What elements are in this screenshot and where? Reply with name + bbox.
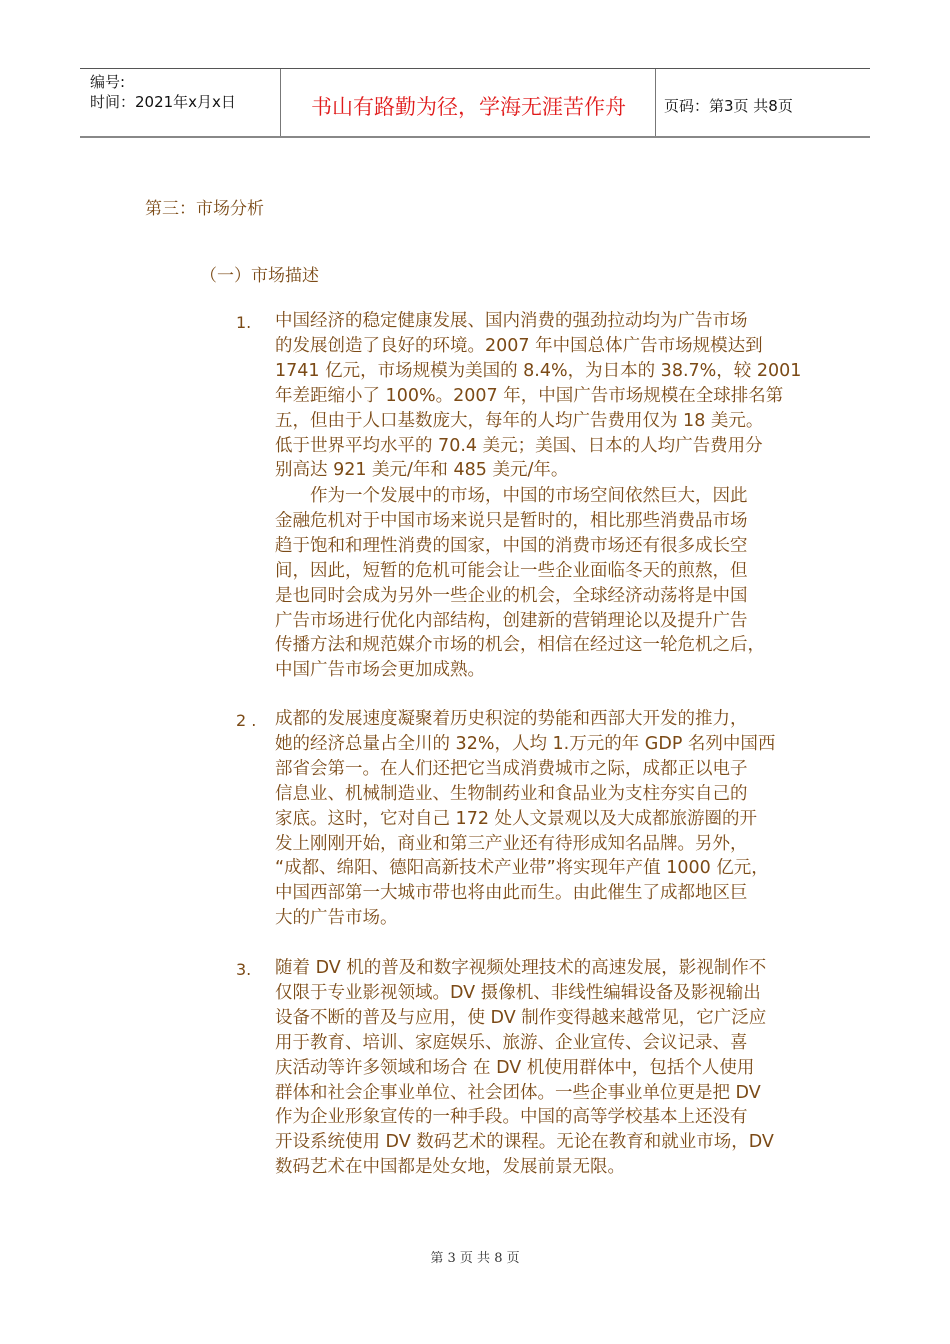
divider <box>280 69 281 136</box>
text-line: 群体和社会企事业单位、社会团体。一些企事业单位更是把 DV <box>275 1082 761 1103</box>
text-line: 庆活动等许多领域和场合 在 DV 机使用群体中，包括个人使用 <box>275 1057 755 1078</box>
text-line: 广告市场进行优化内部结构，创建新的营销理论以及提升广告 <box>275 610 748 631</box>
text-line: 数码艺术在中国都是处女地，发展前景无限。 <box>275 1157 625 1178</box>
header-info <box>90 72 236 112</box>
text-line: 的发展创造了良好的环境。2007 年中国总体广告市场规模达到 <box>275 335 763 356</box>
text-line: 间，因此，短暂的危机可能会让一些企业面临冬天的煎熬，但 <box>275 560 748 581</box>
text-line: 别高达 921 美元/年和 485 美元/年。 <box>275 460 569 481</box>
subsection-title: （一）市场描述 <box>200 266 319 286</box>
text-line: 金融危机对于中国市场来说只是暂时的，相比那些消费品市场 <box>275 510 748 531</box>
text-line: 年差距缩小了 100%。2007 年，中国广告市场规模在全球排名第 <box>275 385 784 406</box>
text-line: 随着 DV 机的普及和数字视频处理技术的高速发展，影视制作不 <box>275 958 767 978</box>
item-number: 3. <box>236 960 252 979</box>
divider <box>655 69 656 136</box>
text-line: 是也同时会成为另外一些企业的机会，全球经济动荡将是中国 <box>275 585 748 606</box>
text-line: 趋于饱和和理性消费的国家，中国的消费市场还有很多成长空 <box>275 535 748 556</box>
text-line: 低于世界平均水平的 70.4 美元；美国、日本的人均广告费用分 <box>275 435 763 456</box>
page-code: 页码：第3页 共8页 <box>664 97 793 115</box>
text-line: 中国广告市场会更加成熟。 <box>275 660 485 681</box>
text-line: 仅限于专业影视领域。DV 摄像机、非线性编辑设备及影视输出 <box>275 982 761 1003</box>
paragraph-2 <box>275 707 775 931</box>
text-line: 发上刚刚开始，商业和第三产业还有待形成知名品牌。另外， <box>275 833 748 854</box>
page-footer: 第 3 页 共 8 页 <box>430 1251 520 1266</box>
text-line: 部省会第一。在人们还把它当成消费城市之际，成都正以电子 <box>275 758 748 779</box>
text-line: 中国西部第一大城市带也将由此而生。由此催生了成都地区巨 <box>275 883 748 904</box>
section-title: 第三：市场分析 <box>145 199 264 219</box>
text-line: “成都、绵阳、德阳高新技术产业带”将实现年产值 1000 亿元， <box>275 858 769 879</box>
text-line: 开设系统使用 DV 数码艺术的课程。无论在教育和就业市场，DV <box>275 1132 774 1153</box>
text-line: 家底。这时，它对自己 172 处人文景观以及大成都旅游圈的开 <box>275 808 758 829</box>
text-line: 信息业、机械制造业、生物制药业和食品业为支柱夯实自己的 <box>275 783 748 804</box>
item-number: 2 . <box>236 711 257 730</box>
header-table <box>80 68 870 138</box>
text-line: 用于教育、培训、家庭娱乐、旅游、企业宣传、会议记录、喜 <box>275 1032 748 1053</box>
item-number: 1. <box>236 313 252 332</box>
text-line: 设备不断的普及与应用，使 DV 制作变得越来越常见，它广泛应 <box>275 1007 767 1028</box>
text-line: 成都的发展速度凝聚着历史积淀的势能和西部大开发的推力， <box>275 709 748 729</box>
text-line: 作为企业形象宣传的一种手段。中国的高等学校基本上还没有 <box>275 1107 748 1128</box>
text-line: 传播方法和规范媒介市场的机会，相信在经过这一轮危机之后， <box>275 635 765 656</box>
number-label: 编号: <box>90 73 126 91</box>
text-line: 五，但由于人口基数庞大，每年的人均广告费用仅为 18 美元。 <box>275 410 764 431</box>
paragraph-1 <box>275 309 801 483</box>
motto: 书山有路勤为径，学海无涯苦作舟 <box>311 95 626 119</box>
text-line: 大的广告市场。 <box>275 908 398 929</box>
paragraph-3 <box>275 956 774 1180</box>
text-line: 1741 亿元，市场规模为美国的 8.4%，为日本的 38.7%，较 2001 <box>275 360 802 381</box>
text-line: 作为一个发展中的市场，中国的市场空间依然巨大，因此 <box>275 486 748 506</box>
text-line: 中国经济的稳定健康发展、国内消费的强劲拉动均为广告市场 <box>275 311 748 331</box>
date-label: 时间：2021年x月x日 <box>90 93 236 111</box>
paragraph-1b <box>275 484 765 683</box>
text-line: 她的经济总量占全川的 32%，人均 1.万元的年 GDP 名列中国西 <box>275 733 776 754</box>
